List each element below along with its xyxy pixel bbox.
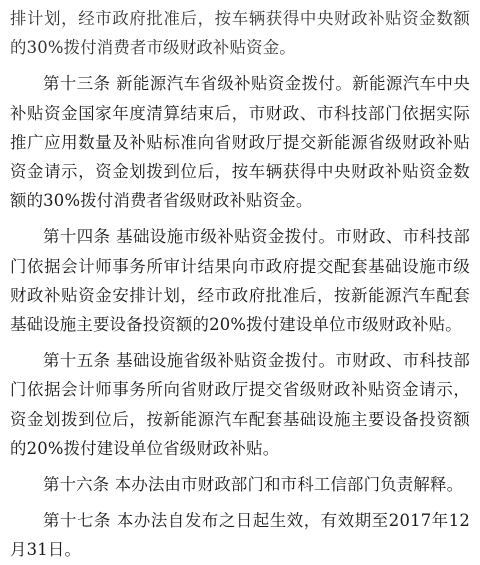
- paragraph-article-17: 第十七条 本办法自发布之日起生效，有效期至2017年12月31日。: [10, 511, 470, 560]
- paragraph-article-16: 第十六条 本办法由市财政部门和市科工信部门负责解释。: [43, 475, 464, 495]
- paragraph-article-13: 第十三条 新能源汽车省级补贴资金拨付。新能源汽车中央补贴资金国家年度清算结束后，市财政、市科技部门依据实际推广应用数量及补贴标准向省财政厅提交新能源省级财政补贴资金请示，资金划拨到位后，按车辆获得中央财政补贴资金数额的30%拨付消费者省级财政补贴资金。: [10, 74, 470, 211]
- paragraph-fragment: 排计划，经市政府批准后，按车辆获得中央财政补贴资金数额的30%拨付消费者市级财政补贴资金。: [10, 9, 470, 58]
- paragraph-article-15: 第十五条 基础设施省级补贴资金拨付。市财政、市科技部门依据会计师事务所向省财政厅提交省级财政补贴资金请示，资金划拨到位后，按新能源汽车配套基础设施主要设备投资额的20%拨付建设单位省级财政补贴。: [10, 351, 470, 458]
- paragraph-article-14: 第十四条 基础设施市级补贴资金拨付。市财政、市科技部门依据会计师事务所审计结果向市政府提交配套基础设施市级财政补贴资金安排计划，经市政府批准后，按新能源汽车配套基础设施主要设备投资额的20%拨付建设单位市级财政补贴。: [10, 227, 470, 335]
